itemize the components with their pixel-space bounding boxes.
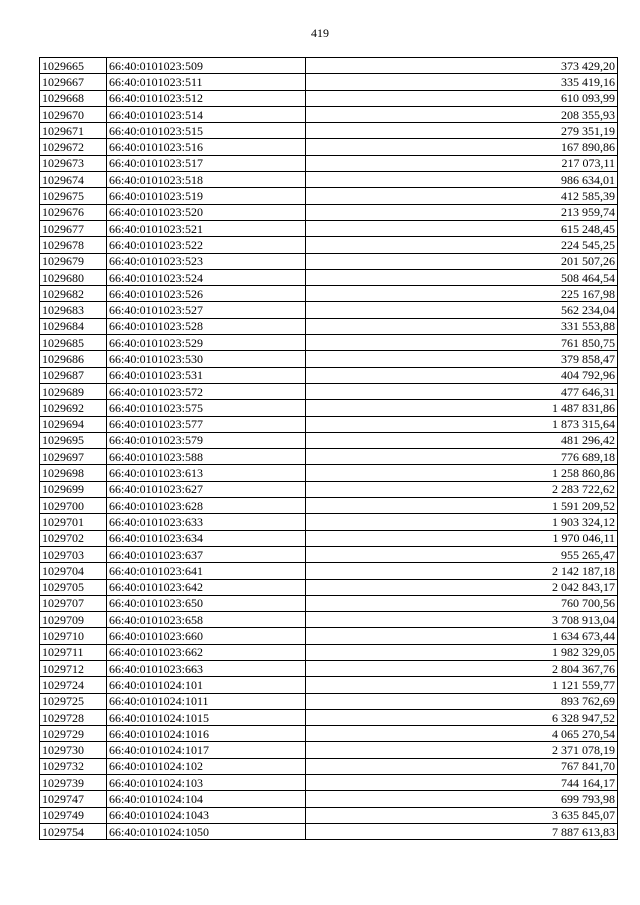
cadastral-value-cell: 217 073,11 bbox=[306, 155, 618, 171]
row-number-cell: 1029685 bbox=[40, 335, 107, 351]
cadastral-value-cell: 1 970 046,11 bbox=[306, 530, 618, 546]
cadastral-value-cell: 3 635 845,07 bbox=[306, 807, 618, 823]
table-row bbox=[40, 644, 618, 660]
cadastral-value-cell: 3 708 913,04 bbox=[306, 612, 618, 628]
row-number-cell: 1029676 bbox=[40, 204, 107, 220]
cadastral-number-cell: 66:40:0101023:515 bbox=[107, 123, 306, 139]
row-number-cell: 1029709 bbox=[40, 612, 107, 628]
table-row bbox=[40, 823, 618, 839]
table-row bbox=[40, 123, 618, 139]
row-number-cell: 1029698 bbox=[40, 465, 107, 481]
table-row bbox=[40, 677, 618, 693]
table-row bbox=[40, 188, 618, 204]
cadastral-value-cell: 2 804 367,76 bbox=[306, 660, 618, 676]
table-row bbox=[40, 660, 618, 676]
row-number-cell: 1029672 bbox=[40, 139, 107, 155]
cadastral-value-cell: 1 903 324,12 bbox=[306, 514, 618, 530]
cadastral-value-cell: 610 093,99 bbox=[306, 90, 618, 106]
table-row bbox=[40, 628, 618, 644]
cadastral-value-cell: 615 248,45 bbox=[306, 220, 618, 236]
cadastral-number-cell: 66:40:0101023:529 bbox=[107, 335, 306, 351]
cadastral-number-cell: 66:40:0101023:511 bbox=[107, 74, 306, 90]
cadastral-number-cell: 66:40:0101023:658 bbox=[107, 612, 306, 628]
row-number-cell: 1029702 bbox=[40, 530, 107, 546]
cadastral-number-cell: 66:40:0101023:527 bbox=[107, 302, 306, 318]
row-number-cell: 1029711 bbox=[40, 644, 107, 660]
table-row bbox=[40, 90, 618, 106]
cadastral-number-cell: 66:40:0101024:101 bbox=[107, 677, 306, 693]
cadastral-value-cell: 767 841,70 bbox=[306, 758, 618, 774]
cadastral-value-cell: 2 042 843,17 bbox=[306, 579, 618, 595]
cadastral-value-cell: 208 355,93 bbox=[306, 106, 618, 122]
table-row bbox=[40, 237, 618, 253]
table-row bbox=[40, 383, 618, 399]
row-number-cell: 1029678 bbox=[40, 237, 107, 253]
row-number-cell: 1029699 bbox=[40, 481, 107, 497]
cadastral-value-cell: 1 591 209,52 bbox=[306, 498, 618, 514]
cadastral-number-cell: 66:40:0101023:520 bbox=[107, 204, 306, 220]
cadastral-number-cell: 66:40:0101023:634 bbox=[107, 530, 306, 546]
cadastral-number-cell: 66:40:0101024:104 bbox=[107, 791, 306, 807]
table-row bbox=[40, 269, 618, 285]
cadastral-number-cell: 66:40:0101023:521 bbox=[107, 220, 306, 236]
table-row bbox=[40, 106, 618, 122]
table-row bbox=[40, 220, 618, 236]
cadastral-number-cell: 66:40:0101023:588 bbox=[107, 449, 306, 465]
row-number-cell: 1029703 bbox=[40, 546, 107, 562]
cadastral-value-cell: 335 419,16 bbox=[306, 74, 618, 90]
cadastral-value-cell: 6 328 947,52 bbox=[306, 709, 618, 725]
row-number-cell: 1029754 bbox=[40, 823, 107, 839]
table-row bbox=[40, 318, 618, 334]
cadastral-value-cell: 699 793,98 bbox=[306, 791, 618, 807]
row-number-cell: 1029673 bbox=[40, 155, 107, 171]
table-row bbox=[40, 253, 618, 269]
row-number-cell: 1029684 bbox=[40, 318, 107, 334]
cadastral-number-cell: 66:40:0101024:1050 bbox=[107, 823, 306, 839]
row-number-cell: 1029749 bbox=[40, 807, 107, 823]
cadastral-number-cell: 66:40:0101024:103 bbox=[107, 775, 306, 791]
cadastral-value-cell: 986 634,01 bbox=[306, 172, 618, 188]
table-row bbox=[40, 400, 618, 416]
table-row bbox=[40, 465, 618, 481]
cadastral-number-cell: 66:40:0101023:518 bbox=[107, 172, 306, 188]
table-row bbox=[40, 595, 618, 611]
row-number-cell: 1029665 bbox=[40, 58, 107, 74]
cadastral-number-cell: 66:40:0101023:628 bbox=[107, 498, 306, 514]
cadastral-value-cell: 4 065 270,54 bbox=[306, 726, 618, 742]
table-row bbox=[40, 351, 618, 367]
cadastral-value-cell: 1 634 673,44 bbox=[306, 628, 618, 644]
row-number-cell: 1029679 bbox=[40, 253, 107, 269]
cadastral-value-cell: 2 283 722,62 bbox=[306, 481, 618, 497]
cadastral-value-cell: 373 429,20 bbox=[306, 58, 618, 74]
table-row bbox=[40, 807, 618, 823]
row-number-cell: 1029683 bbox=[40, 302, 107, 318]
row-number-cell: 1029730 bbox=[40, 742, 107, 758]
table-row bbox=[40, 286, 618, 302]
cadastral-number-cell: 66:40:0101023:663 bbox=[107, 660, 306, 676]
table-row bbox=[40, 563, 618, 579]
cadastral-number-cell: 66:40:0101023:512 bbox=[107, 90, 306, 106]
cadastral-number-cell: 66:40:0101023:613 bbox=[107, 465, 306, 481]
cadastral-number-cell: 66:40:0101024:1015 bbox=[107, 709, 306, 725]
table-body bbox=[40, 58, 618, 840]
table-row bbox=[40, 432, 618, 448]
row-number-cell: 1029725 bbox=[40, 693, 107, 709]
cadastral-value-cell: 279 351,19 bbox=[306, 123, 618, 139]
cadastral-value-cell: 760 700,56 bbox=[306, 595, 618, 611]
cadastral-value-cell: 412 585,39 bbox=[306, 188, 618, 204]
row-number-cell: 1029747 bbox=[40, 791, 107, 807]
cadastral-number-cell: 66:40:0101023:526 bbox=[107, 286, 306, 302]
row-number-cell: 1029680 bbox=[40, 269, 107, 285]
row-number-cell: 1029739 bbox=[40, 775, 107, 791]
table-row bbox=[40, 58, 618, 74]
row-number-cell: 1029695 bbox=[40, 432, 107, 448]
table-row bbox=[40, 530, 618, 546]
table-row bbox=[40, 791, 618, 807]
table-row bbox=[40, 742, 618, 758]
cadastral-value-cell: 2 142 187,18 bbox=[306, 563, 618, 579]
table-row bbox=[40, 514, 618, 530]
cadastral-number-cell: 66:40:0101023:531 bbox=[107, 367, 306, 383]
row-number-cell: 1029712 bbox=[40, 660, 107, 676]
cadastral-number-cell: 66:40:0101023:641 bbox=[107, 563, 306, 579]
cadastral-number-cell: 66:40:0101023:509 bbox=[107, 58, 306, 74]
cadastral-value-cell: 7 887 613,83 bbox=[306, 823, 618, 839]
cadastral-number-cell: 66:40:0101023:575 bbox=[107, 400, 306, 416]
row-number-cell: 1029668 bbox=[40, 90, 107, 106]
table-row bbox=[40, 367, 618, 383]
cadastral-number-cell: 66:40:0101023:662 bbox=[107, 644, 306, 660]
cadastral-number-cell: 66:40:0101023:627 bbox=[107, 481, 306, 497]
cadastral-number-cell: 66:40:0101023:633 bbox=[107, 514, 306, 530]
table-row bbox=[40, 302, 618, 318]
cadastral-number-cell: 66:40:0101024:1011 bbox=[107, 693, 306, 709]
table-row bbox=[40, 775, 618, 791]
row-number-cell: 1029675 bbox=[40, 188, 107, 204]
row-number-cell: 1029682 bbox=[40, 286, 107, 302]
cadastral-value-cell: 508 464,54 bbox=[306, 269, 618, 285]
cadastral-number-cell: 66:40:0101023:523 bbox=[107, 253, 306, 269]
cadastral-value-cell: 477 646,31 bbox=[306, 383, 618, 399]
cadastral-number-cell: 66:40:0101023:577 bbox=[107, 416, 306, 432]
cadastral-value-cell: 761 850,75 bbox=[306, 335, 618, 351]
cadastral-number-cell: 66:40:0101023:514 bbox=[107, 106, 306, 122]
cadastral-number-cell: 66:40:0101023:530 bbox=[107, 351, 306, 367]
cadastral-value-cell: 562 234,04 bbox=[306, 302, 618, 318]
row-number-cell: 1029671 bbox=[40, 123, 107, 139]
row-number-cell: 1029710 bbox=[40, 628, 107, 644]
cadastral-number-cell: 66:40:0101023:660 bbox=[107, 628, 306, 644]
cadastral-value-cell: 776 689,18 bbox=[306, 449, 618, 465]
cadastral-value-cell: 331 553,88 bbox=[306, 318, 618, 334]
table-row bbox=[40, 172, 618, 188]
cadastral-number-cell: 66:40:0101023:637 bbox=[107, 546, 306, 562]
row-number-cell: 1029670 bbox=[40, 106, 107, 122]
cadastral-number-cell: 66:40:0101023:524 bbox=[107, 269, 306, 285]
cadastral-value-cell: 225 167,98 bbox=[306, 286, 618, 302]
cadastral-value-table bbox=[39, 57, 618, 840]
cadastral-value-cell: 213 959,74 bbox=[306, 204, 618, 220]
row-number-cell: 1029697 bbox=[40, 449, 107, 465]
table-row bbox=[40, 693, 618, 709]
cadastral-value-cell: 404 792,96 bbox=[306, 367, 618, 383]
cadastral-value-cell: 167 890,86 bbox=[306, 139, 618, 155]
table-row bbox=[40, 709, 618, 725]
table-row bbox=[40, 74, 618, 90]
row-number-cell: 1029701 bbox=[40, 514, 107, 530]
cadastral-value-cell: 201 507,26 bbox=[306, 253, 618, 269]
table-row bbox=[40, 726, 618, 742]
table-row bbox=[40, 204, 618, 220]
cadastral-value-cell: 1 258 860,86 bbox=[306, 465, 618, 481]
cadastral-number-cell: 66:40:0101023:522 bbox=[107, 237, 306, 253]
table-row bbox=[40, 139, 618, 155]
cadastral-number-cell: 66:40:0101023:650 bbox=[107, 595, 306, 611]
table-row bbox=[40, 155, 618, 171]
cadastral-number-cell: 66:40:0101023:519 bbox=[107, 188, 306, 204]
row-number-cell: 1029704 bbox=[40, 563, 107, 579]
cadastral-number-cell: 66:40:0101024:1043 bbox=[107, 807, 306, 823]
row-number-cell: 1029728 bbox=[40, 709, 107, 725]
cadastral-value-cell: 1 487 831,86 bbox=[306, 400, 618, 416]
cadastral-number-cell: 66:40:0101023:528 bbox=[107, 318, 306, 334]
row-number-cell: 1029689 bbox=[40, 383, 107, 399]
cadastral-value-cell: 2 371 078,19 bbox=[306, 742, 618, 758]
cadastral-number-cell: 66:40:0101023:572 bbox=[107, 383, 306, 399]
cadastral-number-cell: 66:40:0101023:579 bbox=[107, 432, 306, 448]
row-number-cell: 1029729 bbox=[40, 726, 107, 742]
cadastral-value-cell: 1 873 315,64 bbox=[306, 416, 618, 432]
cadastral-number-cell: 66:40:0101023:516 bbox=[107, 139, 306, 155]
cadastral-value-cell: 893 762,69 bbox=[306, 693, 618, 709]
row-number-cell: 1029732 bbox=[40, 758, 107, 774]
cadastral-value-cell: 1 982 329,05 bbox=[306, 644, 618, 660]
table-row bbox=[40, 612, 618, 628]
cadastral-value-cell: 955 265,47 bbox=[306, 546, 618, 562]
row-number-cell: 1029705 bbox=[40, 579, 107, 595]
cadastral-value-cell: 744 164,17 bbox=[306, 775, 618, 791]
table-row bbox=[40, 416, 618, 432]
row-number-cell: 1029674 bbox=[40, 172, 107, 188]
table-row bbox=[40, 335, 618, 351]
cadastral-value-cell: 379 858,47 bbox=[306, 351, 618, 367]
row-number-cell: 1029694 bbox=[40, 416, 107, 432]
table-row bbox=[40, 546, 618, 562]
table-row bbox=[40, 579, 618, 595]
cadastral-number-cell: 66:40:0101024:1017 bbox=[107, 742, 306, 758]
cadastral-value-cell: 224 545,25 bbox=[306, 237, 618, 253]
cadastral-value-cell: 1 121 559,77 bbox=[306, 677, 618, 693]
row-number-cell: 1029692 bbox=[40, 400, 107, 416]
row-number-cell: 1029707 bbox=[40, 595, 107, 611]
cadastral-number-cell: 66:40:0101023:517 bbox=[107, 155, 306, 171]
row-number-cell: 1029667 bbox=[40, 74, 107, 90]
row-number-cell: 1029700 bbox=[40, 498, 107, 514]
row-number-cell: 1029686 bbox=[40, 351, 107, 367]
cadastral-number-cell: 66:40:0101023:642 bbox=[107, 579, 306, 595]
table-row bbox=[40, 449, 618, 465]
row-number-cell: 1029687 bbox=[40, 367, 107, 383]
page-number: 419 bbox=[311, 26, 329, 40]
row-number-cell: 1029724 bbox=[40, 677, 107, 693]
table-row bbox=[40, 758, 618, 774]
table-row bbox=[40, 498, 618, 514]
cadastral-number-cell: 66:40:0101024:1016 bbox=[107, 726, 306, 742]
cadastral-value-cell: 481 296,42 bbox=[306, 432, 618, 448]
table-row bbox=[40, 481, 618, 497]
cadastral-number-cell: 66:40:0101024:102 bbox=[107, 758, 306, 774]
row-number-cell: 1029677 bbox=[40, 220, 107, 236]
